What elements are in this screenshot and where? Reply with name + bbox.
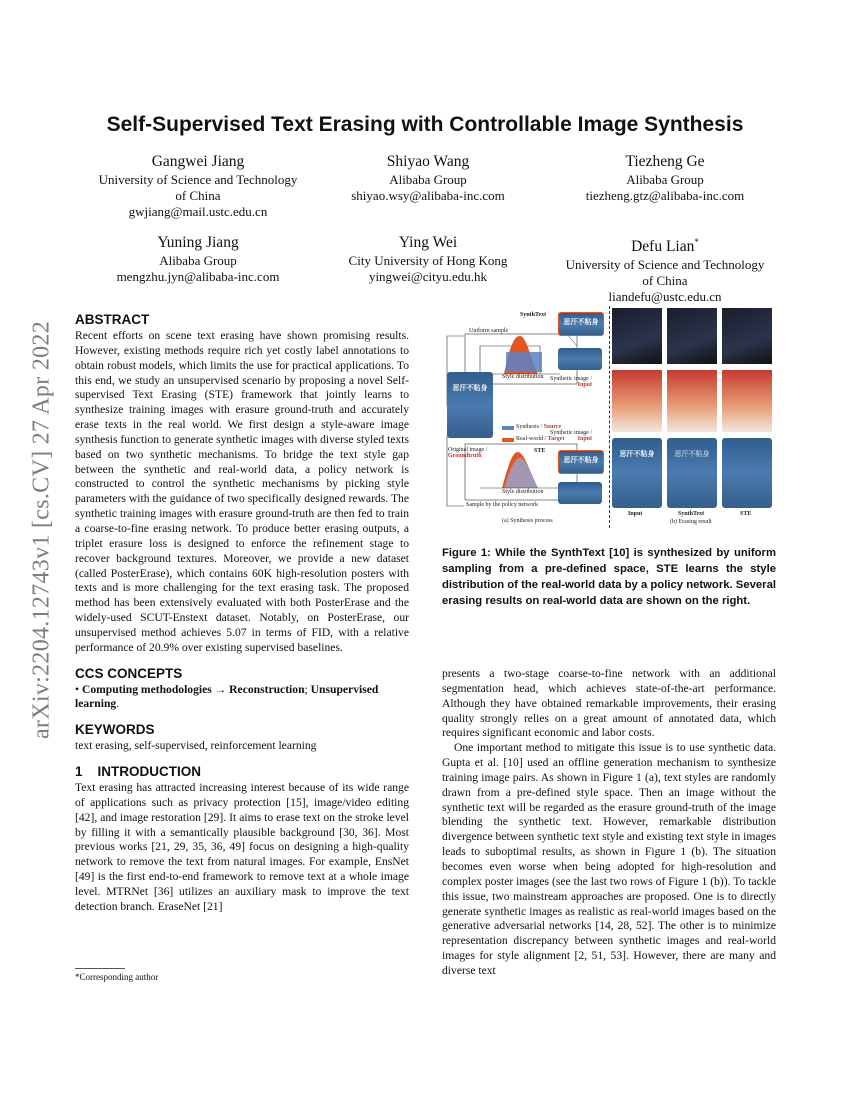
author-name: Defu Lian	[631, 238, 695, 256]
author-affil: City University of Hong Kong	[348, 253, 508, 268]
right-paragraph-1: presents a two-stage coarse-to-fine network with an additional segmentation head, which achieves state-of-the-art performance. Although they have obtained remarkable improvements, their erasing quality strongly relies on a great amount of annotated data, which requires significant economic and labor costs.	[442, 667, 776, 740]
figure-divider	[609, 306, 610, 528]
author-email: shiyao.wsy@alibaba-inc.com	[351, 188, 505, 203]
footnote-rule	[75, 968, 125, 969]
ccs-end: .	[116, 697, 120, 711]
intro-text: Text erasing has attracted increasing interest because of its wide range of applications such as privacy protection [15], image/video editing [42], and image restoration [29]. It aims to erase text on the stroke level by filling it with a semantically plausible background [30, 36]. Most previous works [21, 29, 35, 36, 49] focus on designing a high-quality network to remove the text from natural images. For example, EnsNet [49] is the first end-to-end framework to remove text at a whole image level. MTRNet [36] utilizes an auxiliary mask to improve the text detection branch. EraseNet [21]	[75, 781, 409, 913]
ccs-item3: Unsupervised learning	[75, 682, 379, 711]
right-paragraph-2: One important method to mitigate this issue is to use synthetic data. Gupta et al. [10] used an offline generation mechanism to synthesize training image pairs. As shown in Figure 1 (a), text styles are randomly drawn from a pre-defined style space. Then an image without the synthetic text will be regarded as the erasure ground-truth of the image blending the synthetic text. However, remarkable distribution divergence between synthetic text style and existing text style in images leads to suboptimal results, as shown in Figure 1 (b). The situation becomes even worse when being adopted for high-resolution and complex poster images (see the last two rows of Figure 1 (b)). To tackle this issue, two mainstream approaches are proposed. One is to directly generate synthetic images as realistic as real-world images based on the generative adversarial networks [14, 28, 52]. The other is to minimize representation discrepancy between synthetic images and real-world images for style alignment [2, 51, 53]. However, there are many and diverse text	[442, 741, 776, 977]
author-email: gwjiang@mail.ustc.edu.cn	[128, 204, 268, 219]
author-affil: University of Science and Technology of China	[98, 172, 298, 203]
result-ste-1	[722, 308, 772, 364]
ccs-bullet: •	[75, 682, 80, 696]
result-ste-2	[722, 370, 772, 432]
shirt-image-synth-2	[558, 348, 602, 370]
left-column	[75, 311, 409, 915]
ccs-arrow: →	[214, 682, 227, 696]
figure-1	[442, 306, 776, 532]
author-affil: Alibaba Group	[389, 172, 467, 187]
col-label-ste: STE	[740, 511, 752, 517]
author-3	[540, 151, 790, 204]
author-email: yingwei@cityu.edu.hk	[368, 269, 488, 284]
label-original: Original image / Groundtruth	[448, 447, 488, 459]
arxiv-sidebar	[22, 290, 62, 770]
result-input-3: 思汗不粘身	[612, 438, 662, 508]
shirt-image-original: 思汗不粘身	[447, 372, 493, 438]
col-label-input: Input	[628, 511, 643, 517]
ccs-sep: ;	[304, 682, 308, 696]
author-affil: University of Science and Technology of China	[565, 257, 765, 289]
paper-title: Self-Supervised Text Erasing with Controllable Image Synthesis	[106, 113, 744, 136]
author-email: tiezheng.gtz@alibaba-inc.com	[585, 188, 745, 203]
abstract-text: Recent efforts on scene text erasing have shown promising results. However, existing methods require rich yet costly label annotations to obtain robust models, which limits the use for practical applications. To this end, we study an unsupervised scenario by proposing a novel Self-supervised Text Erasing (STE) framework that jointly learns to synthesize training images with erasure ground-truth and accurately erase texts in the real world. We first design a style-aware image synthesis function to generate synthetic images with diverse styled texts based on two synthetic mechanisms. To bridge the text style gap between the synthetic and real-world data, a policy network is constructed to control the synthetic mechanisms by picking style parameters with the guidance of two specifically designed rewards. The synthetic training images with erasure ground-truth are then fed to train a coarse-to-fine erasing network. To produce better erasing outputs, a triplet erasure loss is designed to enforce the refinement stage to recover background textures. Moreover, we provide a new dataset (called PosterErase), which contains 60K high-resolution posters with texts and is more challenging for the text erasing task. The proposed method has been extensively evaluated with both PosterErase and the widely-used SCUT-Enstext dataset. Notably, on PosterErase, our unsupervised method achieves 5.07 in terms of FID, with a relative performance of 20.9% over existing supervised baselines.	[75, 329, 409, 654]
label-synth-input-1: Synthetic image / Input	[550, 376, 592, 388]
keywords-heading: KEYWORDS	[75, 722, 155, 738]
author-email: liandefu@ustc.edu.cn	[608, 289, 722, 305]
result-synthtext-1	[667, 308, 717, 364]
author-name: Tiezheng Ge	[625, 153, 705, 170]
author-email: mengzhu.jyn@alibaba-inc.com	[116, 269, 280, 284]
label-sub-a: (a) Synthesis process	[502, 518, 553, 524]
author-name: Ying Wei	[398, 234, 458, 251]
author-1	[88, 151, 308, 220]
col-label-synthtext: SynthText	[678, 511, 705, 517]
intro-heading: 1 INTRODUCTION	[75, 764, 202, 780]
right-column	[442, 667, 776, 979]
author-6	[540, 232, 790, 305]
legend-synth: Synthesis / Source	[516, 424, 562, 430]
author-name: Gangwei Jiang	[151, 153, 245, 170]
shirt-image-ste-2	[558, 482, 602, 504]
ccs-heading: CCS CONCEPTS	[75, 665, 183, 681]
footnote: *Corresponding author	[75, 972, 159, 982]
result-ste-3	[722, 438, 772, 508]
figure-panel-a	[442, 306, 608, 528]
author-name: Yuning Jiang	[157, 234, 239, 251]
figure-panel-b	[612, 306, 776, 528]
label-synthtext: SynthText	[520, 312, 547, 318]
author-affil: Alibaba Group	[159, 253, 237, 268]
keywords-text: text erasing, self-supervised, reinforcement learning	[75, 739, 317, 753]
ccs-text	[75, 683, 409, 713]
shirt-image-synth-1: 思汗不粘身	[558, 312, 604, 336]
label-policy: Sample by the policy network	[466, 502, 538, 508]
abstract-heading: ABSTRACT	[75, 312, 150, 327]
ccs-item1: Computing methodologies	[81, 682, 212, 696]
author-name: Shiyao Wang	[386, 153, 470, 170]
shirt-image-ste-1: 思汗不粘身	[558, 450, 604, 474]
author-affil: Alibaba Group	[626, 172, 704, 187]
result-synthtext-2	[667, 370, 717, 432]
label-sub-b: (b) Erasing result	[670, 519, 712, 525]
author-5	[318, 232, 538, 285]
result-synthtext-3: 思汗不粘身	[667, 438, 717, 508]
label-ste: STE	[534, 448, 546, 454]
label-style-dist-1: Style distribution	[502, 374, 544, 380]
result-input-2	[612, 370, 662, 432]
arxiv-id: arXiv:2204.12743v1 [cs.CV] 27 Apr 2022	[28, 320, 55, 740]
figure-caption: Figure 1: While the SynthText [10] is synthesized by uniform sampling from a pre-defined space, STE learns the style distribution of the real-world data by a policy network. Several erasing results on real-world data are shown on the right.	[442, 547, 776, 607]
label-synth-input-2: Synthetic image / Input	[550, 430, 592, 442]
author-4	[88, 232, 308, 285]
label-style-dist-2: Style distribution	[502, 489, 544, 495]
corresponding-mark: *	[694, 237, 699, 247]
legend-real: Real-world / Target	[516, 436, 565, 442]
result-input-1	[612, 308, 662, 364]
ccs-item2: Reconstruction	[229, 682, 305, 696]
author-2	[318, 151, 538, 204]
label-uniform: Uniform sample	[469, 328, 509, 334]
